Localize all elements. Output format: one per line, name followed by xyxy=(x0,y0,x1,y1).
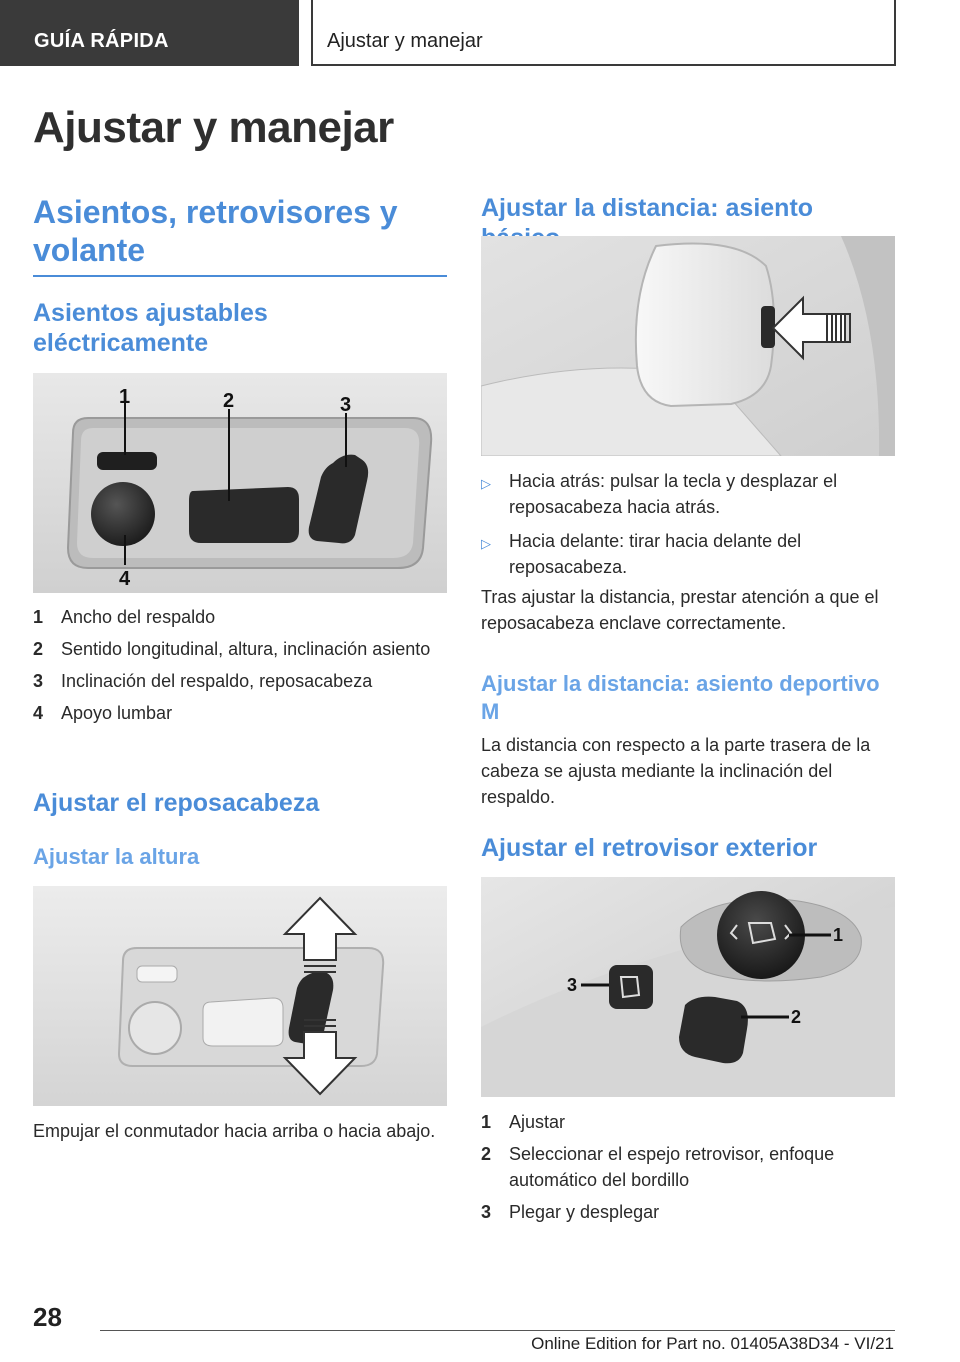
list-item-text: Sentido longitudinal, altura, inclinación asiento xyxy=(61,639,431,659)
mirror-controls-list xyxy=(481,1109,895,1231)
footer-divider xyxy=(100,1330,895,1331)
seats-heading: Asientos ajustables eléctricamente xyxy=(33,299,268,357)
list-item-text: Ajustar xyxy=(509,1112,566,1132)
seat-figure-label-4: 4 xyxy=(119,568,131,590)
list-item-text: Hacia delante: tirar hacia delante del reposacabeza. xyxy=(509,531,802,577)
seat-figure-label-2: 2 xyxy=(223,390,235,412)
distance-sport-heading: Ajustar la distancia: asiento deportivo M xyxy=(481,671,880,724)
header-section-tab xyxy=(0,0,299,66)
bullet-triangle-icon: ▷ xyxy=(481,536,491,551)
list-item-number: 3 xyxy=(33,671,44,691)
list-item-text: Plegar y desplegar xyxy=(509,1202,660,1222)
list-item-text: Seleccionar el espejo retrovisor, enfoque automático del bordillo xyxy=(509,1144,835,1190)
header-chapter-box xyxy=(311,0,896,66)
list-item-number: 2 xyxy=(481,1144,492,1164)
list-item-number: 1 xyxy=(481,1112,492,1132)
headrest-distance-figure xyxy=(481,236,895,456)
distance-sport-text: La distancia con respecto a la parte trasera de la cabeza se ajusta mediante la inclinación del respaldo. xyxy=(481,735,871,807)
list-item-text: Hacia atrás: pulsar la tecla y desplazar el reposacabeza hacia atrás. xyxy=(509,471,838,517)
list-item xyxy=(33,700,447,726)
seat-controls-list xyxy=(33,604,447,732)
list-item xyxy=(33,604,447,630)
height-subheading: Ajustar la altura xyxy=(33,844,200,869)
seat-figure-label-3: 3 xyxy=(340,394,352,416)
list-item xyxy=(481,468,895,520)
headrest-height-figure xyxy=(33,886,447,1106)
list-item xyxy=(481,528,895,580)
list-item-text: Apoyo lumbar xyxy=(61,703,173,723)
page-number: 28 xyxy=(33,1302,62,1332)
footer-edition: Online Edition for Part no. 01405A38D34 - VI/21 xyxy=(531,1334,894,1353)
list-item-number: 1 xyxy=(33,607,44,627)
distance-note: Tras ajustar la distancia, prestar atención a que el reposacabeza enclave correctamente. xyxy=(481,587,879,633)
seat-figure-label-1: 1 xyxy=(119,386,131,408)
height-instruction: Empujar el conmutador hacia arriba o hacia abajo. xyxy=(33,1121,436,1141)
list-item xyxy=(33,668,447,694)
list-item-number: 2 xyxy=(33,639,44,659)
distance-bullet-list xyxy=(481,468,895,588)
section-title: Asientos, retrovisores y volante xyxy=(33,193,447,277)
header-chapter-label: Ajustar y manejar xyxy=(327,30,483,52)
list-item-number: 3 xyxy=(481,1202,492,1222)
list-item-number: 4 xyxy=(33,703,44,723)
page-title: Ajustar y manejar xyxy=(33,103,394,152)
seat-controls-figure xyxy=(33,373,447,593)
list-item xyxy=(481,1141,895,1193)
list-item-text: Inclinación del respaldo, reposacabeza xyxy=(61,671,373,691)
distance-basic-heading: Ajustar la distancia: asiento xyxy=(481,194,814,222)
bullet-triangle-icon: ▷ xyxy=(481,476,491,491)
headrest-heading: Ajustar el reposacabeza xyxy=(33,789,320,817)
mirror-figure-label-3: 3 xyxy=(567,975,578,995)
list-item xyxy=(33,636,447,662)
list-item xyxy=(481,1109,895,1135)
header-section-label: GUÍA RÁPIDA xyxy=(34,30,169,52)
list-item-text: Ancho del respaldo xyxy=(61,607,216,627)
list-item xyxy=(481,1199,895,1225)
mirror-heading: Ajustar el retrovisor exterior xyxy=(481,834,818,862)
mirror-controls-figure xyxy=(481,877,895,1097)
mirror-figure-label-1: 1 xyxy=(833,925,844,945)
mirror-figure-label-2: 2 xyxy=(791,1007,802,1027)
